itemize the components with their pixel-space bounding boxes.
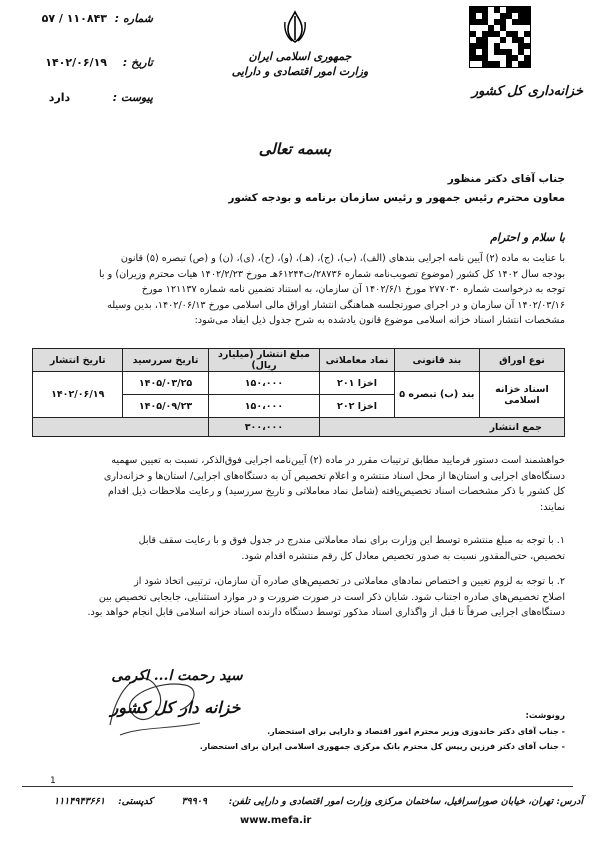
recipient-title: معاون محترم رئیس جمهور و رئیس سازمان برنامه و بودجه کشور [228,192,565,204]
cc-label: رونوشت: [525,711,565,721]
recipient-name: جناب آقای دکتر منظور [447,173,565,185]
number-value: ۵۷ / ۱۱۰۸۴۳ [41,12,107,25]
amount-cell: ۱۵۰،۰۰۰ [208,395,320,418]
column-header: تاریخ انتشار [33,349,123,372]
column-header: مبلغ انتشار (میلیارد ریال) [208,349,320,372]
note-line: ۲. با توجه به لزوم تعیین و اختصاص نمادهای معاملاتی در تخصیص‌های صادره آن سازمان، ترتیبی اتخاذ شود از [134,576,565,587]
column-header: نماد معاملاتی [320,349,394,372]
maturity-cell: ۱۴۰۵/۰۹/۲۳ [123,395,208,418]
qr-code [469,6,531,68]
note-line: تخصیص، حتی‌المقدور نسبت به صدور تخصیص معادل کل رقم منتشره اقدام شود. [241,550,565,562]
phone-value: ۳۹۹۰۹ [181,796,207,807]
intro-line: مشخصات انتشار اسناد خزانه اسلامی موضوع قانون یادشده به شرح جدول ذیل ایفاد می‌شود: [194,315,565,327]
type-cell: اسناد خزانه اسلامی [479,372,564,418]
website-link[interactable]: www.mefa.ir [240,815,312,826]
attachment-label: پیوست : [112,91,153,104]
body-line: دستگاه‌های اجرایی و استان‌ها از محل اسناد منتشره و اعلام تخصیص آن به دستگاه‌های اجرایی/ استان‌ها و خزانه‌داری [103,470,565,482]
cc-line: - جناب آقای دکتر فرزین رییس کل محترم بانک مرکزی جمهوری اسلامی ایران برای استحضار. [199,742,565,751]
postal-value: ۱۱۱۴۹۴۳۶۶۱ [53,796,105,807]
intro-paragraph [33,251,565,329]
table-header-row [33,349,565,372]
note-item-2 [33,574,565,621]
table-total-row [33,418,565,437]
treasury-label: خزانه‌داری کل کشور [471,84,583,99]
postal-label: کدپستی: [118,796,153,807]
intro-line: ۱۴۰۲/۰۳/۱۶ آن سازمان و در اجرای صورتجلسه هماهنگی انتشار اوراق مالی اسلامی مورخ ۱۴۰۲/۰۶/۱۳، بدین وسیله [107,299,565,311]
intro-line: بودجه سال ۱۴۰۲ کل کشور (موضوع تصویب‌نامه شماره ۲۸۷۳۶/ت۶۱۲۴۴هـ مورخ ۱۴۰۲/۲/۲۳ هیات محترم وزیران) و با [99,268,565,280]
number-label: شماره : [114,12,153,25]
page-number: 1 [50,776,56,786]
org-line-1: جمهوری اسلامی ایران [248,50,352,63]
column-header: بند قانونی [394,349,479,372]
note-item-1 [33,533,565,564]
total-value: ۳۰۰،۰۰۰ [208,418,320,437]
greeting: با سلام و احترام [490,231,565,244]
body-line: کل کشور با ذکر مشخصات اسناد تخصیص‌یافته (شامل نماد معاملاتی و تاریخ سررسید) و رعایت ملاحظات ذیل اقدام [108,486,565,498]
note-line: ۱. با توجه به مبلغ منتشره توسط این وزارت برای نماد معاملاتی مندرج در جدول فوق و با رعایت سقف قابل [138,535,565,546]
total-empty-cell [33,418,209,437]
table-row [33,372,565,395]
signer-title: خزانه دار کل کشور [110,698,241,717]
intro-line: با عنایت به ماده (۲) آیین نامه اجرایی بندهای (الف)، (ب)، (ج)، (هـ)، (و)، (ح)، (ی)، (ن) و (ص) تبصره (۵) قانون [120,253,565,264]
symbol-cell: اخزا ۲۰۲ [320,395,394,418]
total-label: جمع انتشار [320,418,565,437]
request-paragraph [33,453,565,515]
clause-cell: بند (ب) تبصره ۵ [394,372,479,418]
column-header: تاریخ سررسید [123,349,208,372]
note-line: دستگاه‌های اجرایی صرفاً تا قبل از واگذاری اسناد مذکور توسط دستگاه دارنده اسناد خزانه اسلامی قابل انجام خواهد بود. [87,607,565,619]
body-line: خواهشمند است دستور فرمایید مطابق ترتیبات مقرر در ماده (۲) آیین‌نامه اجرایی فوق‌الذکر، نسبت به تعیین سهمیه [111,455,565,466]
date-label: تاریخ : [122,56,153,69]
signer-name: سید رحمت ا... اکرمی [111,668,243,684]
issue-date-cell: ۱۴۰۲/۰۶/۱۹ [33,372,123,418]
column-header: نوع اوراق [479,349,564,372]
date-value: ۱۴۰۲/۰۶/۱۹ [45,56,107,69]
attachment-value: دارد [48,91,71,104]
org-line-2: وزارت امور اقتصادی و دارایی [231,65,369,78]
amount-cell: ۱۵۰،۰۰۰ [208,372,320,395]
intro-line: توجه به درخواست شماره ۲۷۷۰۳۰ مورخ ۱۴۰۲/۶/۱ آن سازمان، به استناد تضمین نامه شماره ۱۲۱۱۳۷ مورخ [141,284,565,296]
note-line: اصلاح تخصیص‌های صادره اجتناب شود. شایان ذکر است در صورت ضرورت و در موارد استثنایی، جابجایی تخصیص بین [98,591,565,603]
footer-divider [22,786,573,787]
symbol-cell: اخزا ۲۰۱ [320,372,394,395]
emblem-icon [282,10,308,44]
maturity-cell: ۱۴۰۵/۰۳/۲۵ [123,372,208,395]
issuance-table [32,348,565,437]
bismillah-heading: بسمه تعالی [258,140,332,158]
footer-address: آدرس: تهران، خیابان صوراسرافیل، ساختمان مرکزی وزارت امور اقتصادی و دارایی [253,796,583,807]
cc-line: - جناب آقای دکتر خاندوزی وزیر محترم امور اقتصاد و دارایی برای استحضار. [267,727,565,736]
body-line: نمایند: [540,501,565,513]
phone-label: تلفن: [228,796,250,807]
